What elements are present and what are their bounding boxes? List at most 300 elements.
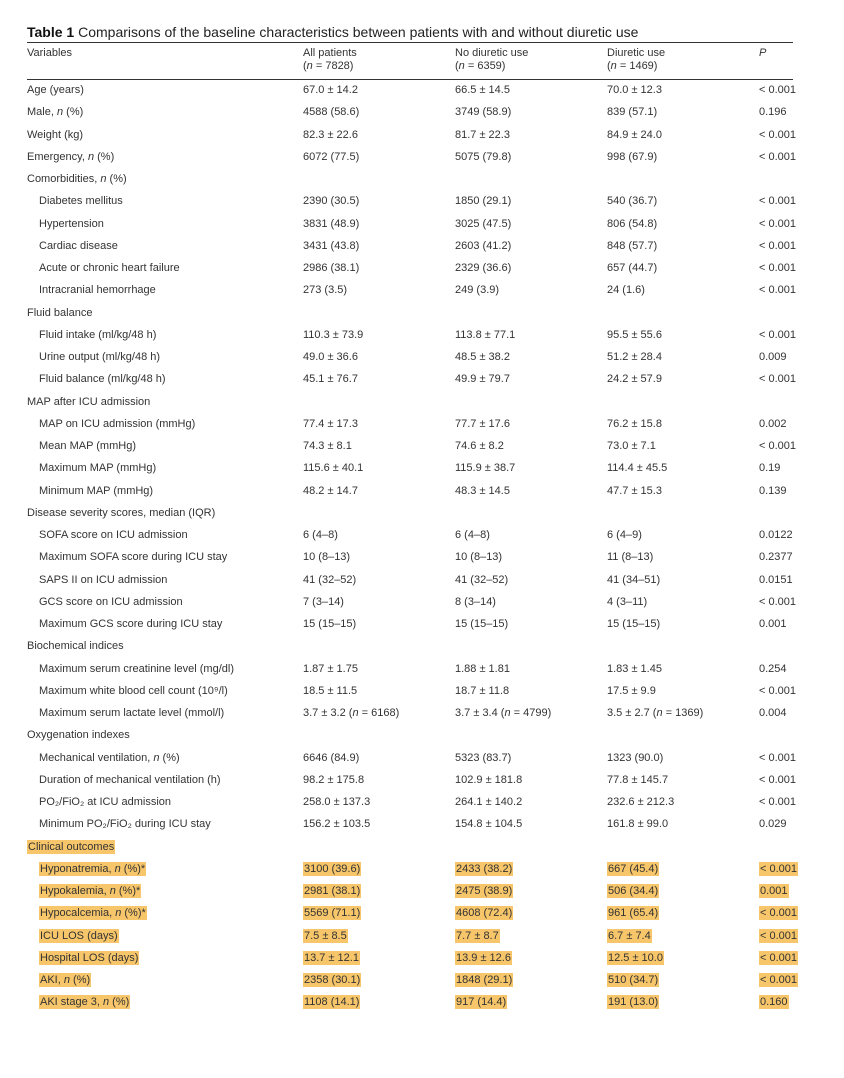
label-text: Mechanical ventilation, n (%) [39,751,180,764]
table-title: Comparisons of the baseline characteristics between patients with and without diuretic use [78,24,639,40]
no-diuretic-text: 5075 (79.8) [455,150,512,163]
label-text: Urine output (ml/kg/48 h) [39,351,161,363]
diuretic-text: 232.6 ± 212.3 [607,796,675,808]
p-value-text: 0.2377 [759,551,793,564]
cell-label [27,368,303,390]
header-no-diuretic-label: No diuretic use [455,47,529,59]
table-row [27,813,793,835]
cell-p-value [759,413,793,435]
cell-no-diuretic [455,257,607,279]
table-row [27,991,793,1013]
cell-diuretic [607,769,759,791]
cell-no-diuretic [455,79,607,101]
no-diuretic-text: 113.8 ± 77.1 [455,328,516,341]
cell-label [27,457,303,479]
no-diuretic-text: 3749 (58.9) [455,106,512,119]
no-diuretic-text: 8 (3–14) [455,595,496,608]
table-row [27,858,793,880]
all-patients-text: 7.5 ± 8.5 [304,929,347,942]
diuretic-text: 84.9 ± 24.0 [607,128,662,141]
all-patients-text: 6072 (77.5) [303,150,360,163]
no-diuretic-text: 2433 (38.2) [456,862,513,875]
table-row [27,791,793,813]
cell-p-value [759,769,797,791]
cell-p-value [759,635,793,657]
label-text: Weight (kg) [27,128,84,141]
diuretic-text: 806 (54.8) [607,217,658,230]
all-patients-text: 41 (32–52) [303,573,357,586]
cell-no-diuretic [455,480,607,502]
all-patients-text: 7 (3–14) [303,595,344,608]
cell-no-diuretic [455,813,607,835]
label-text: Minimum PO₂/FiO₂ during ICU stay [39,818,211,831]
label-text: Hypertension [39,217,104,230]
table-caption [27,24,638,40]
label-text: Comorbidities, n (%) [27,173,127,185]
cell-label [27,902,303,924]
diuretic-text: 998 (67.9) [607,150,658,163]
cell-no-diuretic [455,613,607,635]
cell-diuretic [607,190,759,212]
cell-all-patients [303,724,455,746]
diuretic-text: 114.4 ± 45.5 [607,462,668,475]
cell-diuretic [607,168,759,190]
cell-p-value [759,279,797,301]
cell-p-value [759,302,793,324]
diuretic-text: 95.5 ± 55.6 [607,328,662,341]
cell-label [27,769,303,791]
label-text: Hyponatremia, n (%)* [40,862,146,875]
cell-no-diuretic [455,435,607,457]
label-text: Mean MAP (mmHg) [39,440,136,452]
all-patients-text: 4588 (58.6) [303,106,360,119]
all-patients-text: 67.0 ± 14.2 [303,84,358,96]
table-row [27,413,793,435]
cell-all-patients [303,947,455,969]
cell-all-patients [303,769,455,791]
cell-p-value [759,79,797,101]
label-text: MAP after ICU admission [27,395,151,408]
table-row [27,613,793,635]
no-diuretic-text: 13.9 ± 12.6 [456,951,511,964]
cell-no-diuretic [455,190,607,212]
diuretic-text: 506 (34.4) [608,885,659,897]
table-body [27,79,798,1014]
cell-no-diuretic [455,279,607,301]
table-row [27,591,793,613]
cell-label [27,235,303,257]
cell-p-value [759,836,793,858]
p-value-text: < 0.001 [759,796,797,808]
cell-diuretic [607,502,759,524]
cell-diuretic [607,591,759,613]
all-patients-text: 1108 (14.1) [304,996,360,1009]
cell-all-patients [303,658,455,680]
cell-no-diuretic [455,680,607,702]
cell-all-patients [303,413,455,435]
p-value-text: < 0.001 [759,440,797,452]
cell-label [27,569,303,591]
cell-no-diuretic [455,858,607,880]
diuretic-text: 510 (34.7) [608,974,659,986]
all-patients-text: 6646 (84.9) [303,751,360,764]
cell-diuretic [607,302,759,324]
all-patients-text: 3831 (48.9) [303,217,360,230]
cell-all-patients [303,791,455,813]
cell-label [27,747,303,769]
cell-p-value [759,213,797,235]
cell-label [27,702,303,724]
cell-all-patients [303,747,455,769]
header-diuretic-label: Diuretic use [607,47,666,59]
section-row [27,635,793,657]
p-value-text: < 0.001 [759,239,797,252]
cell-label [27,346,303,368]
cell-diuretic [607,101,759,123]
cell-all-patients [303,279,455,301]
diuretic-text: 76.2 ± 15.8 [607,417,662,430]
cell-diuretic [607,747,759,769]
cell-p-value [759,524,793,546]
cell-no-diuretic [455,346,607,368]
cell-diuretic [607,902,759,924]
label-text: Diabetes mellitus [39,195,123,208]
cell-p-value [759,791,797,813]
cell-no-diuretic [455,769,607,791]
cell-label [27,613,303,635]
cell-all-patients [303,190,455,212]
table-row [27,880,793,902]
table-row [27,925,793,947]
cell-label [27,658,303,680]
label-text: Maximum SOFA score during ICU stay [39,551,228,564]
cell-label [27,101,303,123]
cell-all-patients [303,569,455,591]
header-no-diuretic-n: (n = 6359) [455,60,506,72]
table-row [27,658,793,680]
cell-p-value [759,702,793,724]
cell-no-diuretic [455,635,607,657]
cell-all-patients [303,480,455,502]
cell-label [27,858,303,880]
no-diuretic-text: 2475 (38.9) [456,885,513,897]
p-value-text: 0.004 [759,707,787,719]
table-row [27,124,793,146]
table-label: Table 1 [27,24,75,40]
cell-p-value [759,813,793,835]
cell-all-patients [303,101,455,123]
all-patients-text: 2358 (30.1) [304,974,361,986]
table-row [27,101,793,123]
cell-label [27,969,303,991]
no-diuretic-text: 48.5 ± 38.2 [455,351,510,363]
cell-no-diuretic [455,324,607,346]
diuretic-text: 1.83 ± 1.45 [607,662,662,675]
cell-no-diuretic [455,702,607,724]
diuretic-text: 11 (8–13) [607,551,654,564]
p-value-text: < 0.001 [759,84,797,96]
cell-diuretic [607,947,759,969]
header-all-label: All patients [303,47,357,59]
cell-diuretic [607,435,759,457]
p-value-text: < 0.001 [759,284,797,297]
diuretic-text: 15 (15–15) [607,618,661,630]
label-text: AKI stage 3, n (%) [40,996,130,1009]
cell-p-value [759,480,793,502]
cell-all-patients [303,613,455,635]
table-row [27,769,793,791]
p-value-text: < 0.001 [760,951,798,964]
cell-all-patients [303,168,455,190]
cell-all-patients [303,302,455,324]
section-row [27,168,793,190]
diuretic-text: 47.7 ± 15.3 [607,484,662,497]
cell-label [27,124,303,146]
cell-p-value [759,346,793,368]
diuretic-text: 24 (1.6) [607,284,645,297]
label-text: SOFA score on ICU admission [39,529,188,541]
label-text: Hospital LOS (days) [40,951,139,964]
all-patients-text: 82.3 ± 22.6 [303,128,358,141]
top-rule [27,42,793,43]
cell-p-value [759,969,798,991]
cell-all-patients [303,457,455,479]
cell-no-diuretic [455,658,607,680]
diuretic-text: 17.5 ± 9.9 [607,684,656,697]
all-patients-text: 2986 (38.1) [303,262,360,274]
all-patients-text: 98.2 ± 175.8 [303,773,365,786]
no-diuretic-text: 917 (14.4) [456,996,507,1009]
all-patients-text: 3100 (39.6) [304,862,361,875]
cell-label [27,168,303,190]
cell-all-patients [303,635,455,657]
cell-diuretic [607,146,759,168]
cell-no-diuretic [455,213,607,235]
no-diuretic-text: 3025 (47.5) [455,217,512,230]
cell-p-value [759,168,793,190]
label-text: GCS score on ICU admission [39,595,183,608]
label-text: SAPS II on ICU admission [39,573,168,586]
no-diuretic-text: 2603 (41.2) [455,239,512,252]
cell-diuretic [607,324,759,346]
no-diuretic-text: 7.7 ± 8.7 [456,929,499,942]
table-row [27,235,793,257]
cell-label [27,435,303,457]
cell-p-value [759,880,793,902]
characteristics-table [27,44,798,1014]
cell-p-value [759,235,797,257]
cell-label [27,190,303,212]
cell-diuretic [607,969,759,991]
label-text: Maximum GCS score during ICU stay [39,618,223,630]
cell-diuretic [607,546,759,568]
cell-p-value [759,368,797,390]
p-value-text: < 0.001 [760,907,798,920]
all-patients-text: 6 (4–8) [303,529,338,541]
cell-no-diuretic [455,235,607,257]
no-diuretic-text: 10 (8–13) [455,551,503,564]
all-patients-text: 2981 (38.1) [304,885,361,897]
all-patients-text: 258.0 ± 137.3 [303,796,371,808]
cell-diuretic [607,79,759,101]
cell-label [27,880,303,902]
label-text: Male, n (%) [27,106,84,119]
cell-all-patients [303,502,455,524]
all-patients-text: 15 (15–15) [303,618,357,630]
diuretic-text: 12.5 ± 10.0 [608,951,663,964]
no-diuretic-text: 41 (32–52) [455,573,509,586]
cell-diuretic [607,613,759,635]
all-patients-text: 49.0 ± 36.6 [303,351,358,363]
cell-p-value [759,101,793,123]
cell-diuretic [607,702,759,724]
header-all-patients [303,44,455,79]
header-diuretic-n: (n = 1469) [607,60,658,72]
cell-diuretic [607,346,759,368]
all-patients-text: 5569 (71.1) [304,907,361,920]
table-row [27,680,793,702]
cell-label [27,257,303,279]
diuretic-text: 1323 (90.0) [607,751,664,764]
p-value-text: < 0.001 [760,929,798,942]
table-row [27,324,793,346]
table-row [27,902,793,924]
all-patients-text: 18.5 ± 11.5 [303,684,358,697]
cell-no-diuretic [455,502,607,524]
all-patients-text: 1.87 ± 1.75 [303,662,358,675]
diuretic-text: 848 (57.7) [607,239,658,252]
all-patients-text: 115.6 ± 40.1 [303,462,364,475]
cell-p-value [759,902,798,924]
cell-all-patients [303,124,455,146]
all-patients-text: 3.7 ± 3.2 (n = 6168) [303,707,400,719]
label-text: Maximum serum creatinine level (mg/dl) [39,662,234,675]
p-value-text: < 0.001 [759,262,797,274]
label-text: Oxygenation indexes [27,729,130,742]
table-row [27,190,793,212]
cell-all-patients [303,79,455,101]
table-row [27,213,793,235]
cell-p-value [759,457,793,479]
no-diuretic-text: 1848 (29.1) [456,974,513,986]
cell-no-diuretic [455,969,607,991]
cell-label [27,724,303,746]
cell-p-value [759,502,793,524]
cell-diuretic [607,569,759,591]
table-row [27,346,793,368]
cell-p-value [759,124,797,146]
p-value-text: < 0.001 [759,595,797,608]
header-variables: Variables [27,47,73,59]
diuretic-text: 657 (44.7) [607,262,658,274]
table-row [27,79,793,101]
p-value-text: 0.009 [759,351,787,363]
label-text: Acute or chronic heart failure [39,262,180,274]
no-diuretic-text: 81.7 ± 22.3 [455,128,510,141]
diuretic-text: 3.5 ± 2.7 (n = 1369) [607,707,704,719]
header-no-diuretic [455,44,607,79]
all-patients-text: 77.4 ± 17.3 [303,417,358,430]
no-diuretic-text: 15 (15–15) [455,618,509,630]
header-p-label: P [759,47,767,59]
diuretic-text: 73.0 ± 7.1 [607,440,656,452]
cell-all-patients [303,257,455,279]
all-patients-text: 110.3 ± 73.9 [303,328,364,341]
cell-all-patients [303,880,455,902]
cell-no-diuretic [455,880,607,902]
p-value-text: 0.0151 [759,573,793,586]
cell-all-patients [303,991,455,1013]
table-row [27,947,793,969]
diuretic-text: 6.7 ± 7.4 [608,929,651,942]
cell-label [27,791,303,813]
cell-all-patients [303,969,455,991]
section-row [27,724,793,746]
cell-diuretic [607,257,759,279]
diuretic-text: 191 (13.0) [608,996,659,1009]
p-value-text: 0.029 [759,818,787,831]
diuretic-text: 51.2 ± 28.4 [607,351,662,363]
all-patients-text: 48.2 ± 14.7 [303,484,358,497]
cell-all-patients [303,925,455,947]
no-diuretic-text: 74.6 ± 8.2 [455,440,504,452]
cell-diuretic [607,279,759,301]
cell-label [27,279,303,301]
cell-no-diuretic [455,101,607,123]
cell-all-patients [303,235,455,257]
cell-all-patients [303,435,455,457]
cell-p-value [759,747,797,769]
cell-p-value [759,569,793,591]
p-value-text: < 0.001 [759,328,797,341]
cell-diuretic [607,880,759,902]
label-text: Fluid balance (ml/kg/48 h) [39,373,166,386]
cell-p-value [759,613,793,635]
p-value-text: < 0.001 [759,128,797,141]
cell-diuretic [607,680,759,702]
no-diuretic-text: 3.7 ± 3.4 (n = 4799) [455,707,552,719]
all-patients-text: 2390 (30.5) [303,195,360,208]
cell-label [27,302,303,324]
cell-all-patients [303,702,455,724]
label-text: Clinical outcomes [28,840,115,853]
cell-diuretic [607,480,759,502]
no-diuretic-text: 49.9 ± 79.7 [455,373,510,386]
cell-no-diuretic [455,391,607,413]
cell-no-diuretic [455,747,607,769]
cell-p-value [759,435,797,457]
table-row [27,546,793,568]
table-row [27,257,793,279]
cell-diuretic [607,524,759,546]
diuretic-text: 4 (3–11) [607,595,648,608]
table-row [27,747,793,769]
cell-all-patients [303,836,455,858]
p-value-text: 0.001 [760,885,788,897]
cell-label [27,413,303,435]
p-value-text: < 0.001 [759,684,797,697]
cell-all-patients [303,324,455,346]
diuretic-text: 667 (45.4) [608,862,659,875]
cell-no-diuretic [455,569,607,591]
all-patients-text: 156.2 ± 103.5 [303,818,371,831]
no-diuretic-text: 115.9 ± 38.7 [455,462,516,475]
p-value-text: 0.160 [760,996,788,1009]
diuretic-text: 540 (36.7) [607,195,658,208]
cell-no-diuretic [455,546,607,568]
label-text: Duration of mechanical ventilation (h) [39,773,221,786]
label-text: Cardiac disease [39,239,118,252]
